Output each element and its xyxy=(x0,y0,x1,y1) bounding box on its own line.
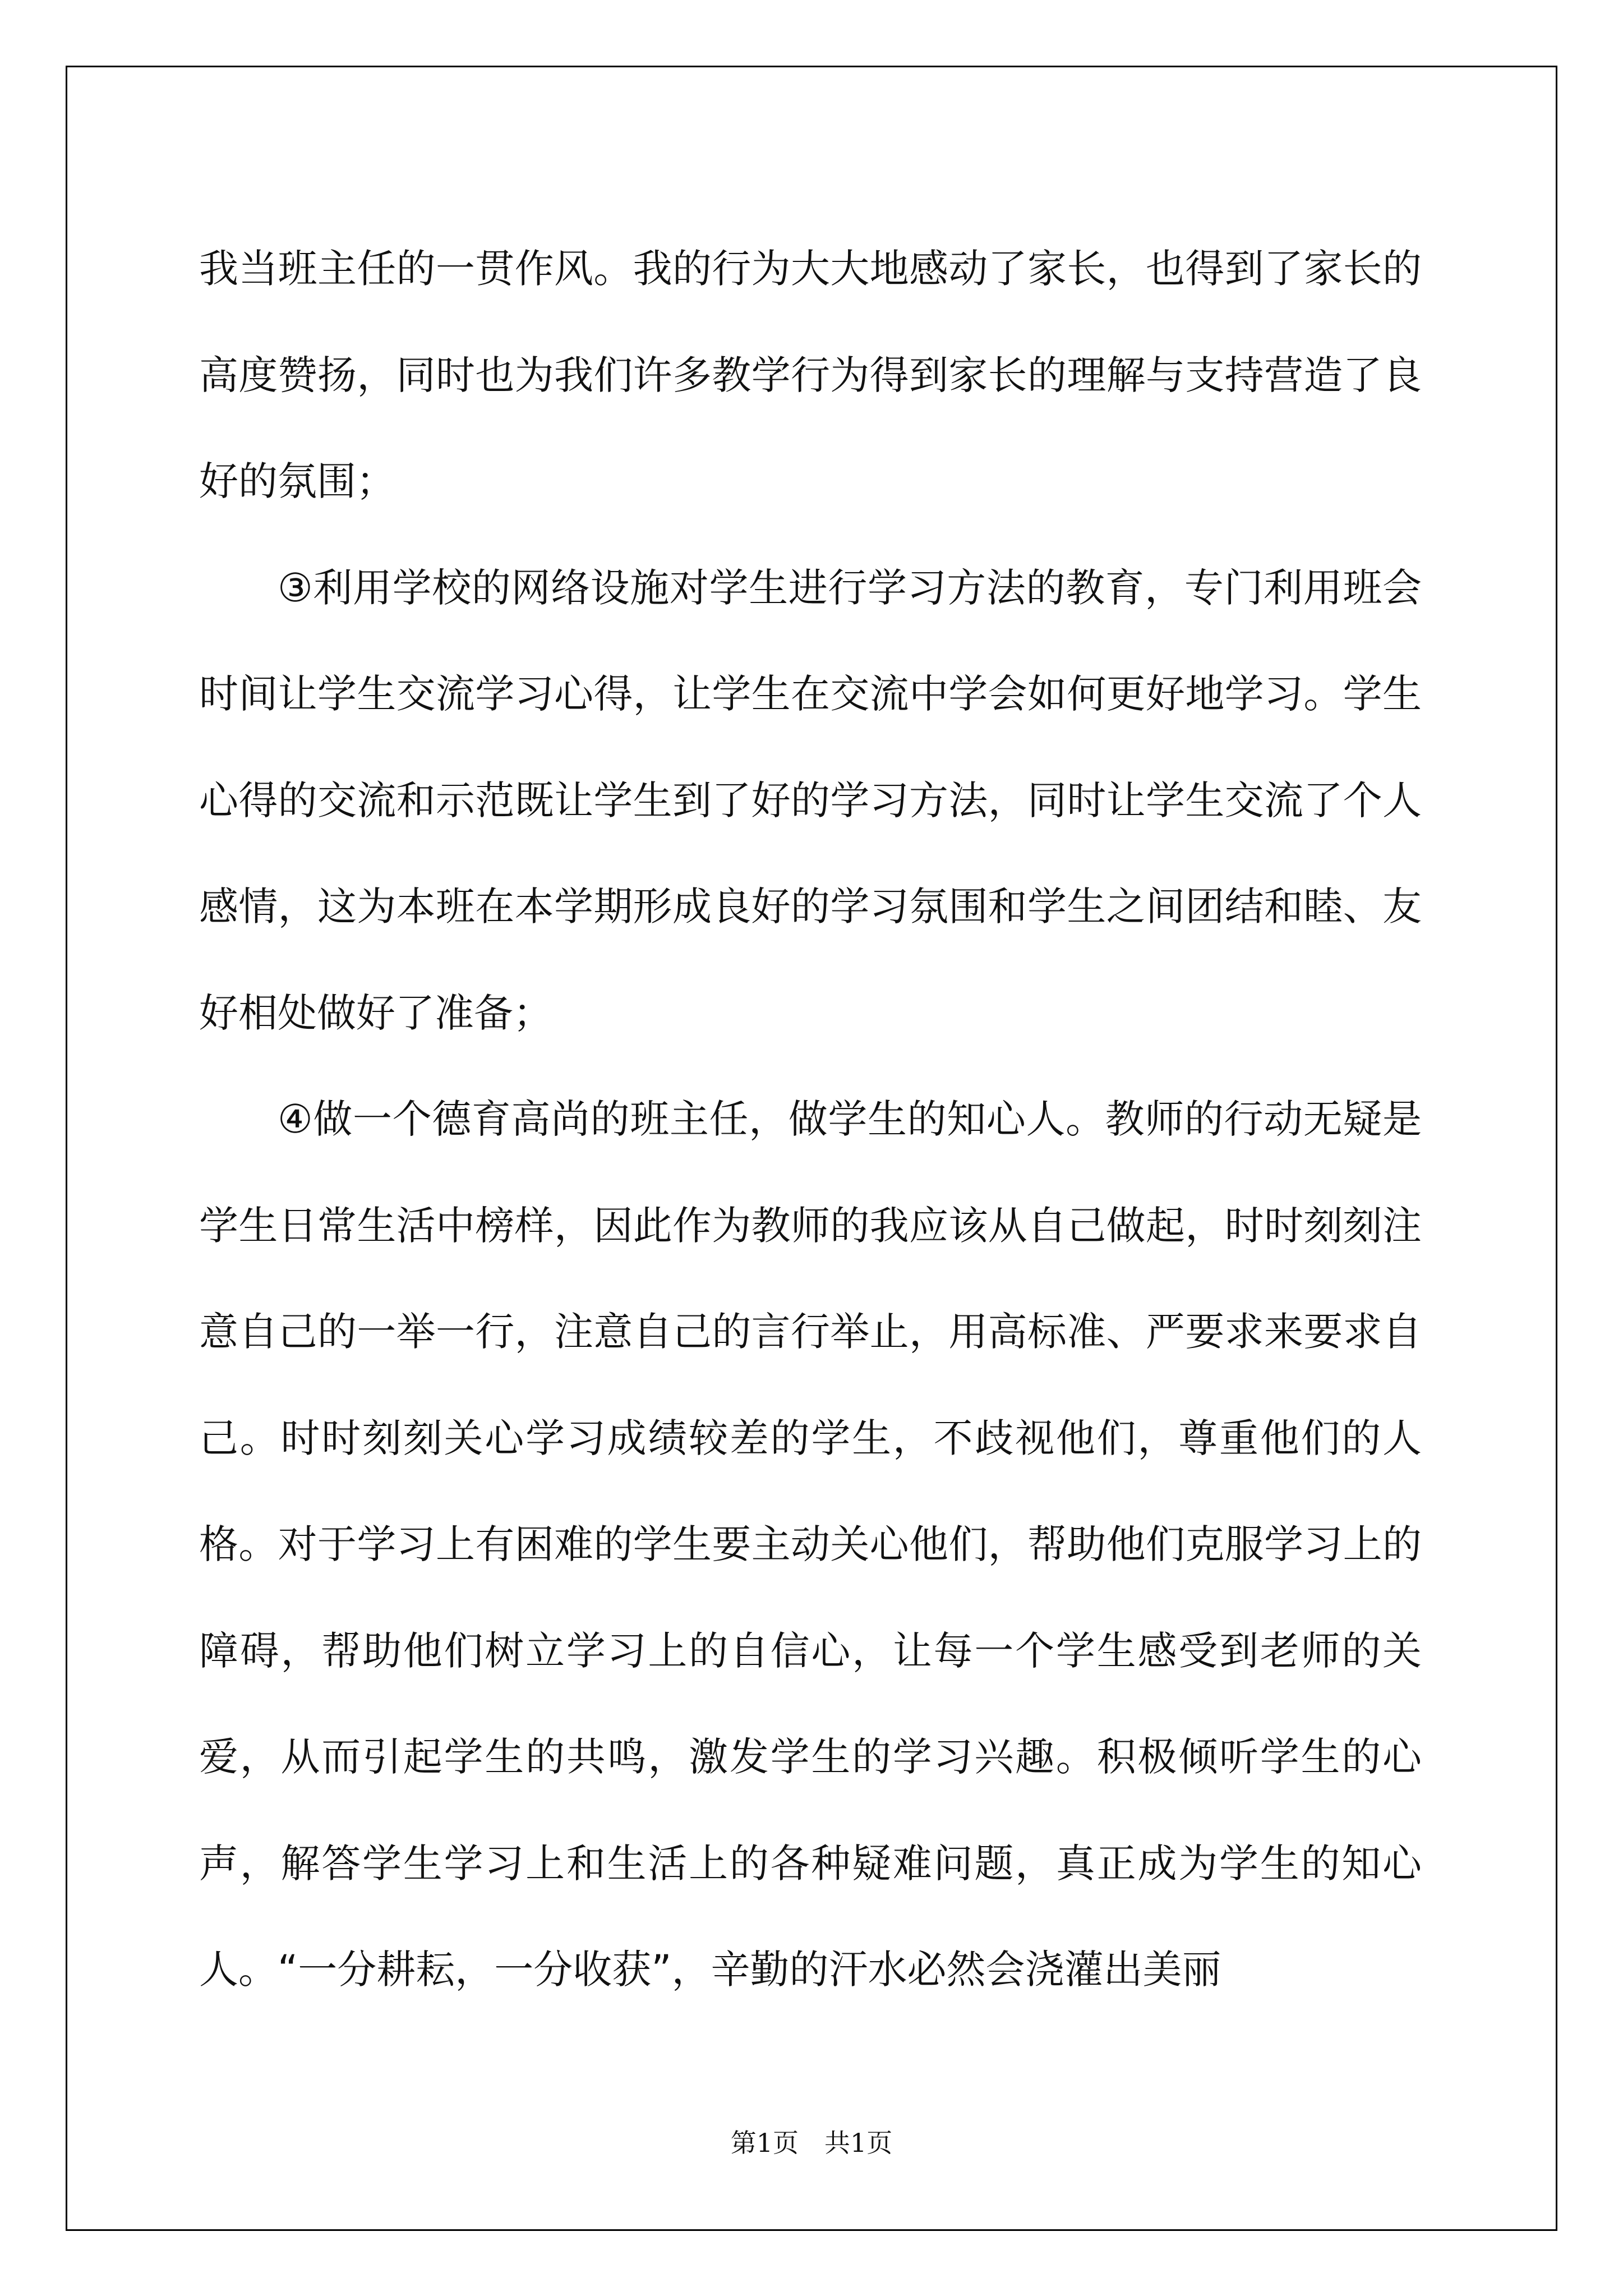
page-total: 共1页 xyxy=(824,2128,893,2158)
paragraph-3: ④做一个德育高尚的班主任，做学生的知心人。教师的行动无疑是学生日常生活中榜样，因此作为教师的我应该从自己做起，时时刻刻注意自己的一举一行，注意自己的言行举止，用高标准、严要求来要求自己。时时刻刻关心学习成绩较差的学生，不歧视他们，尊重他们的人格。对于学习上有困难的学生要主动关心他们，帮助他们克服学习上的障碍，帮助他们树立学习上的自信心，让每一个学生感受到老师的关爱，从而引起学生的共鸣，激发学生的学习兴趣。积极倾听学生的心声，解答学生学习上和生活上的各种疑难问题，真正成为学生的知心人。“一分耕耘，一分收获”，辛勤的汗水必然会浇灌出美丽 xyxy=(199,1096,1422,1993)
document-body xyxy=(199,216,1422,2023)
paragraph-1: 我当班主任的一贯作风。我的行为大大地感动了家长，也得到了家长的高度赞扬，同时也为我们许多教学行为得到家长的理解与支持营造了良好的氛围； xyxy=(199,246,1422,504)
paragraph-2: ③利用学校的网络设施对学生进行学习方法的教育，专门利用班会时间让学生交流学习心得，让学生在交流中学会如何更好地学习。学生心得的交流和示范既让学生到了好的学习方法，同时让学生交流了个人感情，这为本班在本学期形成良好的学习氛围和学生之间团结和睦、友好相处做好了准备； xyxy=(199,564,1422,1036)
page-number: 第1页 xyxy=(730,2128,799,2158)
page-footer xyxy=(0,2126,1623,2160)
